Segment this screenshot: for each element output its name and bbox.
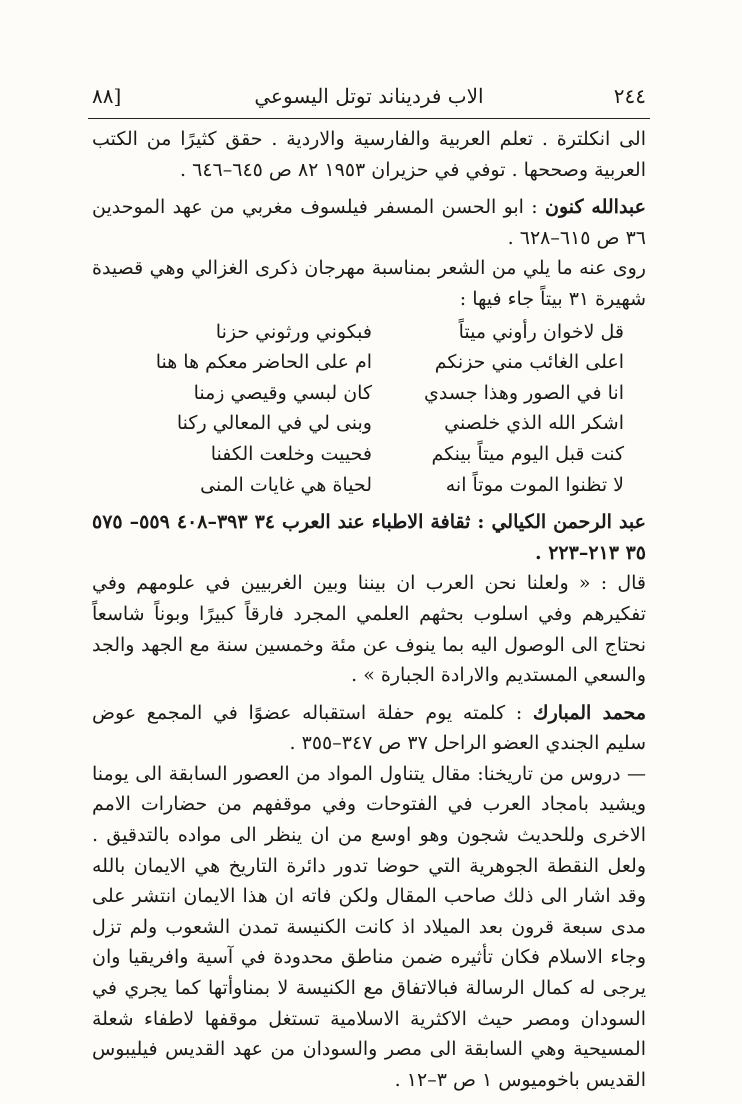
entry-text: : ثقافة الاطباء عند العرب ٣٤ ٣٩٣–٤٠٨ ٥٥٩– ٥٧٥ ٣٥ ٢١٣–٢٢٣ . bbox=[92, 511, 646, 564]
hemistich-first: قل لاخوان رأوني ميتاً bbox=[458, 320, 624, 343]
hemistich-first: كنت قبل اليوم ميتاً بينكم bbox=[431, 442, 624, 465]
poem-verse bbox=[92, 439, 646, 470]
hemistich-second: فبكوني ورثوني حزنا bbox=[215, 320, 372, 343]
hemistich-first: اعلى الغائب مني حزنكم bbox=[434, 351, 624, 374]
running-title: الاب فرديناند توتل اليسوعي bbox=[254, 84, 484, 108]
entry-text: : ابو الحسن المسفر فيلسوف مغربي من عهد الموحدين ٣٦ ص ٦١٥–٦٢٨ . bbox=[92, 196, 646, 249]
entry-muhammad-al-mubarak bbox=[92, 698, 646, 759]
entry-author: عبد الرحمن الكيالي bbox=[491, 511, 646, 534]
page-number: ٢٤٤ bbox=[613, 84, 646, 108]
hemistich-first: اشكر الله الذي خلصني bbox=[444, 412, 624, 435]
page-body bbox=[92, 124, 646, 1095]
poem-verse bbox=[92, 317, 646, 348]
poem-verse bbox=[92, 408, 646, 439]
hemistich-second: كان لبسي وقيصي زمنا bbox=[193, 381, 372, 404]
header-rule bbox=[88, 118, 650, 119]
paragraph: الى انكلترة . تعلم العربية والفارسية والاردية . حقق كثيرًا من الكتب العربية وصححها . توفي في حزيران ١٩٥٣ ٨٢ ص ٦٤٥–٦٤٦ . bbox=[92, 128, 646, 181]
entry-abdallah-kannun bbox=[92, 192, 646, 253]
quotation: قال : « ولعلنا نحن العرب ان بيننا وبين الغربيين في علومهم وفي تفكيرهم وفي اسلوب بحثهم العلمي المجرد فارقاً كبيرًا وبوناً شاسعاً نحتاج الى الوصول اليه بما ينوف عن مئة وخمسين سنة مع الجهد والجد والسعي المستديم والارادة الجبارة » . bbox=[92, 572, 646, 687]
entry-abd-al-rahman-kayyali bbox=[92, 507, 646, 568]
hemistich-first: لا تظنوا الموت موتاً انه bbox=[445, 473, 624, 496]
poem-verse bbox=[92, 378, 646, 409]
hemistich-second: ام على الحاضر معكم ها هنا bbox=[155, 351, 372, 374]
hemistich-first: انا في الصور وهذا جسدي bbox=[424, 381, 624, 404]
poem bbox=[92, 317, 646, 501]
entry-author: عبدالله كنون bbox=[544, 196, 647, 219]
hemistich-second: فحييت وخلعت الكفنا bbox=[210, 442, 372, 465]
paragraph: روى عنه ما يلي من الشعر بمناسبة مهرجان ذكرى الغزالي وهي قصيدة شهيرة ٣١ بيتاً جاء فيها : bbox=[92, 257, 646, 310]
poem-verse bbox=[92, 470, 646, 501]
hemistich-second: وبنى لي في المعالي ركنا bbox=[176, 412, 372, 435]
hemistich-second: لحياة هي غايات المنى bbox=[200, 473, 372, 496]
entry-text: : كلمته يوم حفلة استقباله عضوًا في المجمع عوض سليم الجندي العضو الراحل ٣٧ ص ٣٤٧–٣٥٥ . bbox=[92, 701, 646, 755]
poem-verse bbox=[92, 347, 646, 378]
volume-reference: [٨٨ bbox=[92, 84, 122, 108]
paragraph: — دروس من تاريخنا: مقال يتناول المواد من العصور السابقة الى يومنا ويشيد بامجاد العرب في الفتوحات وفي موقفهم من حضارات الامم الاخرى وللحديث شجون وهو اوسع من ان ينظر الى مواده بالتدقيق . ولعل النقطة الجوهرية التي حوضا تدور دائرة التاريخ هي الايمان بالله وقد اشار الى ذلك صاحب المقال ولكن فاته ان هذا الايمان انتشر على مدى سبعة قرون بعد الميلاد اذ كانت الكنيسة تمدن الشعوب ولم تزل وجاء الاسلام فكان تأثيره ضمن مناطق محدودة في آسية وافريقيا وان يرجى له كمال الرسالة فبالاتفاق مع الكنيسة لا بمناوأتها كما يجري في السودان ومصر حيث الاكثرية الاسلامية تستغل موقفها لاطفاء شعلة المسيحية وهي السابقة الى مصر والسودان من عهد القديس فيليبوس القديس باخوميوس ١ ص ٣–١٢ . bbox=[92, 762, 646, 1091]
entry-author: محمد المبارك bbox=[532, 701, 646, 724]
page-header bbox=[92, 84, 646, 114]
